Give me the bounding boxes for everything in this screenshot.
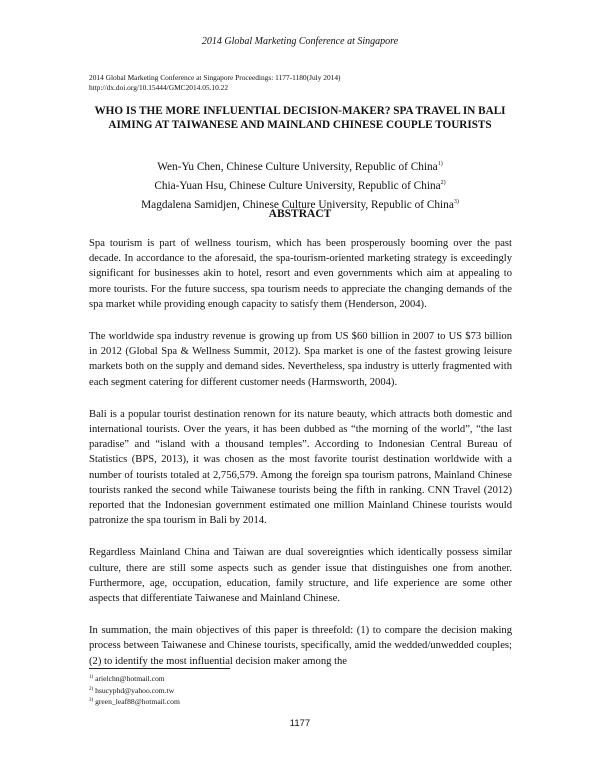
footnote-mark: 2) [440,180,446,186]
footnote-item: $^{1)}$ arielchn@hotmail.com [89,674,165,683]
abstract-paragraph: Spa tourism is part of wellness tourism, which has been prosperously booming over the past decade. In accordance to the aforesaid, the spa-tourism-oriented marketing strategy is exceedingly significant for businesses akin to hotel, resort and even governments which aim at appealing to more tourists. For the future success, spa tourism needs to appreciate the changing demands of the spa market while providing enough capacity to satisfy them (Henderson, 2004). [89,238,512,310]
paper-title: WHO IS THE MORE INFLUENTIAL DECISION-MAKER? SPA TRAVEL IN BALI AIMING AT TAIWANESE AND MAINLAND CHINESE COUPLE TOURISTS [94,105,506,131]
author-line: Wen-Yu Chen, Chinese Culture University, Republic of China$^{1)}$ [157,161,443,173]
author-email[interactable]: green_leaf88@hotmail.com [95,697,180,706]
author-email[interactable]: hsucyphd@yahoo.com.tw [95,685,175,695]
abstract-body [89,236,512,686]
footnotes [89,673,180,708]
footnote-mark: 1) [437,161,443,167]
page-number: 1177 [289,718,311,729]
footnote-divider [89,668,230,669]
abstract-heading: ABSTRACT [268,208,332,220]
author-line: Chia-Yuan Hsu, Chinese Culture University, Republic of China$^{2)}$ [154,180,446,192]
abstract-paragraph: Regardless Mainland China and Taiwan are dual sovereignties which identically possess similar culture, there are still some aspects such as gender issue that distinguishes one from another. Furthermore, age, occupation, education, family structure, and life experience are some other aspects that differentiate Taiwanese and Mainland Chinese. [89,547,512,605]
author-email[interactable]: arielchn@hotmail.com [95,674,165,683]
footnote-item: $^{3)}$ green_leaf88@hotmail.com [89,697,180,706]
proceedings-line: 2014 Global Marketing Conference at Singapore Proceedings: 1177-1180(July 2014) [89,73,341,82]
proceedings-citation [89,73,341,93]
abstract-paragraph: Bali is a popular tourist destination renown for its nature beauty, which attracts both domestic and international tourists. Over the years, it has been dubbed as “the morning of the world”, “the last paradise” and “island with a thousand temples”. According to Indonesian Central Bureau of Statistics (BPS, 2013), it was chosen as the most favorite tourist destination worldwide with a number of tourists totaled at 2,756,579. Among the foreign spa tourism patrons, Mainland Chinese tourists ranked the second while Taiwanese tourists being the fifth in ranking. CNN Travel (2012) reported that the Indonesian government estimated one million Mainland Chinese tourists would patronize the spa tourism in Bali by 2014. [89,408,512,527]
footnote-item: $^{2)}$ hsucyphd@yahoo.com.tw [89,685,175,695]
abstract-paragraph: The worldwide spa industry revenue is growing up from US $60 billion in 2007 to US $73 billion in 2012 (Global Spa & Wellness Summit, 2012). Spa market is one of the fastest growing leisure markets both on the supply and demand sides. Nevertheless, spa industry is utterly fragmented with each segment catering for different customer needs (Harmsworth, 2004). [89,331,512,388]
doi-link[interactable]: http://dx.doi.org/10.15444/GMC2014.05.10.22 [89,83,229,92]
author-list [0,156,600,213]
author-line: Magdalena Samidjen, Chinese Culture University, Republic of China$^{3)}$ [141,199,459,211]
footnote-mark: 3) [453,199,459,205]
running-header: 2014 Global Marketing Conference at Singapore [201,36,399,47]
abstract-paragraph: In summation, the main objectives of this paper is threefold: (1) to compare the decision making process between Taiwanese and Chinese tourists, specifically, amid the wedded/unwedded couples; (2) to identify the most influential decision maker among the [89,625,512,667]
